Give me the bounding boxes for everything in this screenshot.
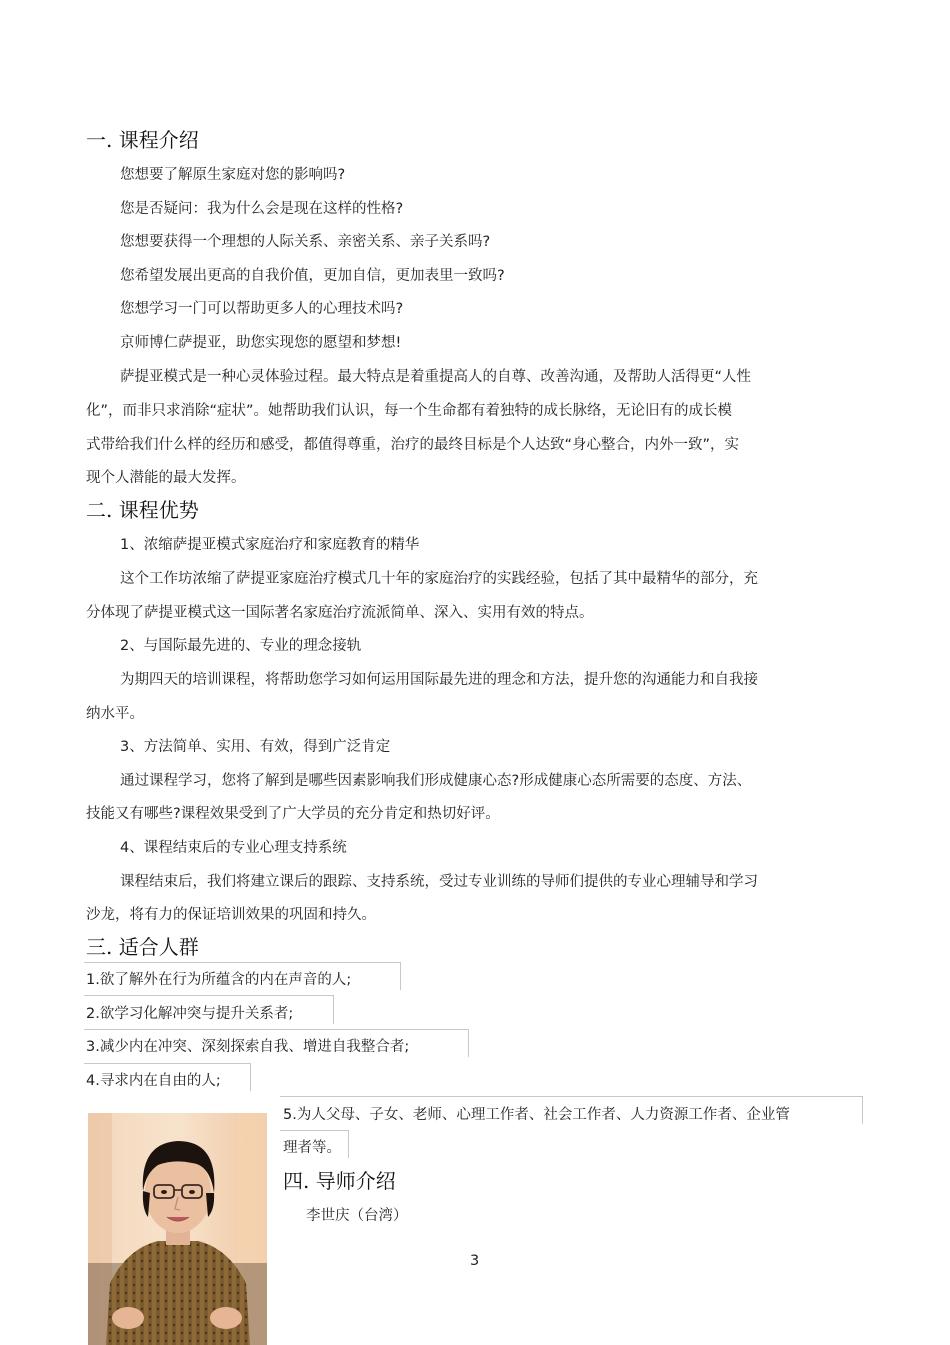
mentor-photo <box>88 1113 267 1345</box>
intro-question-3: 您想要获得一个理想的人际关系、亲密关系、亲子关系吗? <box>120 234 491 250</box>
mentor-name: 李世庆（台湾） <box>306 1208 408 1224</box>
advantage-4-body-line-1: 课程结束后，我们将建立课后的跟踪、支持系统，受过专业训练的导师们提供的专业心理辅导和学习 <box>120 874 758 890</box>
advantage-1-heading: 1、浓缩萨提亚模式家庭治疗和家庭教育的精华 <box>120 537 420 553</box>
audience-item-1: 1.欲了解外在行为所蕴含的内在声音的人; <box>86 972 352 988</box>
advantage-2-body-line-2: 纳水平。 <box>86 706 144 722</box>
advantage-4-heading: 4、课程结束后的专业心理支持系统 <box>120 840 347 856</box>
intro-paragraph-line-1: 萨提亚模式是一种心灵体验过程。最大特点是着重提高人的自尊、改善沟通，及帮助人活得更“人性 <box>120 369 752 385</box>
intro-question-5: 您想学习一门可以帮助更多人的心理技术吗? <box>120 301 404 317</box>
intro-slogan: 京师博仁萨提亚，助您实现您的愿望和梦想! <box>120 335 402 351</box>
intro-question-4: 您希望发展出更高的自我价值，更加自信，更加表里一致吗? <box>120 268 505 284</box>
advantage-2-body-line-1: 为期四天的培训课程，将帮助您学习如何运用国际最先进的理念和方法，提升您的沟通能力和自我接 <box>120 672 758 688</box>
advantage-3-heading: 3、方法简单、实用、有效，得到广泛肯定 <box>120 739 391 755</box>
advantage-1-body-line-1: 这个工作坊浓缩了萨提亚家庭治疗模式几十年的家庭治疗的实践经验，包括了其中最精华的部分，充 <box>120 571 758 587</box>
intro-paragraph-line-4: 现个人潜能的最大发挥。 <box>86 470 246 486</box>
intro-paragraph-line-3: 式带给我们什么样的经历和感受，都值得尊重，治疗的最终目标是个人达致“身心整合，内外一致”，实 <box>86 437 740 453</box>
audience-item-5: 5.为人父母、子女、老师、心理工作者、社会工作者、人力资源工作者、企业管 <box>283 1107 790 1123</box>
intro-question-2: 您是否疑问：我为什么会是现在这样的性格? <box>120 201 404 217</box>
advantage-3-body-line-2: 技能又有哪些?课程效果受到了广大学员的充分肯定和热切好评。 <box>86 806 500 822</box>
advantage-2-heading: 2、与国际最先进的、专业的理念接轨 <box>120 638 362 654</box>
section-title-course-intro: 一. 课程介绍 <box>86 128 199 152</box>
audience-item-2: 2.欲学习化解冲突与提升关系者; <box>86 1006 294 1022</box>
advantage-3-body-line-1: 通过课程学习，您将了解到是哪些因素影响我们形成健康心态?形成健康心态所需要的态度、方法、 <box>120 773 752 789</box>
intro-paragraph-line-2: 化”，而非只求消除“症状”。她帮助我们认识，每一个生命都有着独特的成长脉络，无论旧有的成长模 <box>86 403 733 419</box>
advantage-1-body-line-2: 分体现了萨提亚模式这一国际著名家庭治疗流派简单、深入、实用有效的特点。 <box>86 605 594 621</box>
page-number: 3 <box>470 1253 480 1269</box>
advantage-4-body-line-2: 沙龙，将有力的保证培训效果的巩固和持久。 <box>86 907 376 923</box>
audience-item-5-continued: 理者等。 <box>283 1140 341 1156</box>
section-title-target-audience: 三. 适合人群 <box>86 935 199 959</box>
intro-question-1: 您想要了解原生家庭对您的影响吗? <box>120 167 346 183</box>
section-title-mentor-intro: 四. 导师介绍 <box>283 1169 396 1193</box>
section-title-course-advantages: 二. 课程优势 <box>86 498 199 522</box>
audience-item-4: 4.寻求内在自由的人; <box>86 1073 221 1089</box>
audience-item-3: 3.减少内在冲突、深刻探索自我、增进自我整合者; <box>86 1039 410 1055</box>
